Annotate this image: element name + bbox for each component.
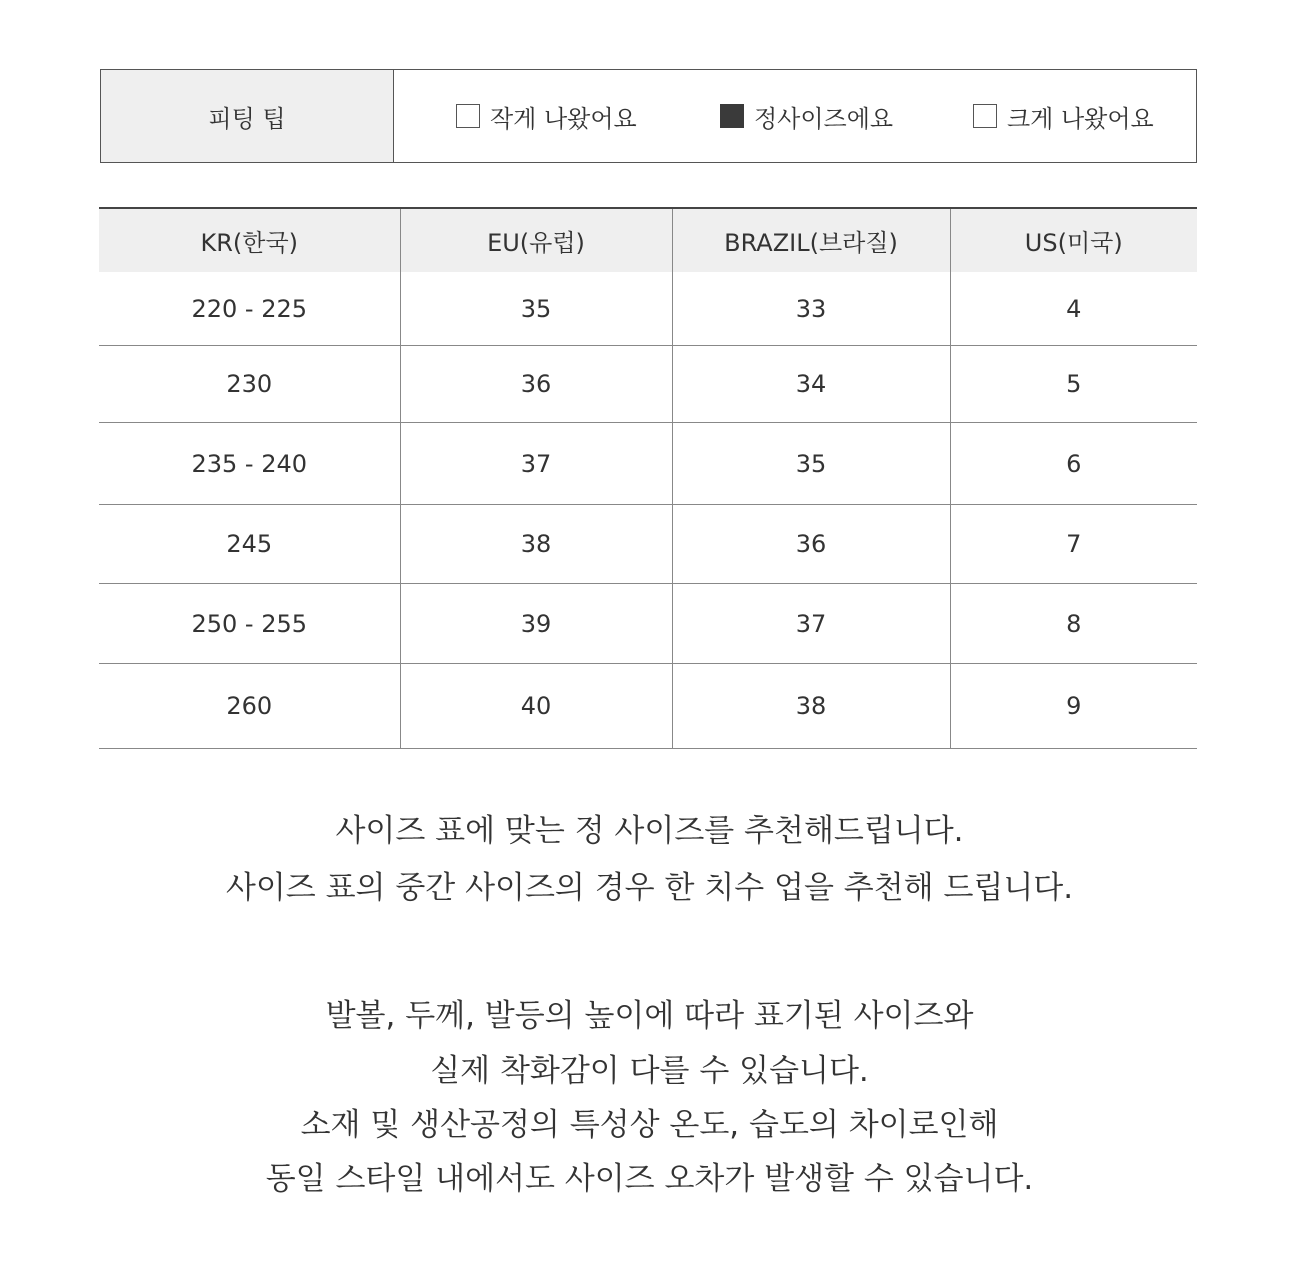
cell-kr: 230 bbox=[99, 346, 400, 423]
cell-us: 7 bbox=[950, 505, 1197, 584]
cell-brazil: 35 bbox=[672, 423, 950, 505]
cell-eu: 40 bbox=[400, 664, 672, 749]
fit-option-large bbox=[973, 70, 1154, 162]
cell-brazil: 34 bbox=[672, 346, 950, 423]
table-row bbox=[99, 664, 1197, 749]
cell-kr: 235 - 240 bbox=[99, 423, 400, 505]
cell-eu: 39 bbox=[400, 584, 672, 664]
checkbox-empty-icon bbox=[973, 104, 997, 128]
cell-eu: 38 bbox=[400, 505, 672, 584]
note-line-4: 실제 착화감이 다를 수 있습니다. bbox=[430, 1053, 869, 1089]
fit-option-true-to-size bbox=[720, 70, 893, 162]
note-line-5: 소재 및 생산공정의 특성상 온도, 습도의 차이로인해 bbox=[300, 1107, 999, 1143]
cell-brazil: 36 bbox=[672, 505, 950, 584]
table-row bbox=[99, 272, 1197, 346]
cell-eu: 36 bbox=[400, 346, 672, 423]
fit-option-large-label: 크게 나왔어요 bbox=[1007, 104, 1154, 133]
cell-kr: 245 bbox=[99, 505, 400, 584]
note-line-6: 동일 스타일 내에서도 사이즈 오차가 발생할 수 있습니다. bbox=[265, 1161, 1034, 1197]
cell-eu: 37 bbox=[400, 423, 672, 505]
table-row bbox=[99, 423, 1197, 505]
note-line-3: 발볼, 두께, 발등의 높이에 따라 표기된 사이즈와 bbox=[325, 998, 974, 1034]
table-header-row bbox=[99, 208, 1197, 272]
fitting-tip-label: 피팅 팁 bbox=[101, 70, 394, 162]
cell-brazil: 37 bbox=[672, 584, 950, 664]
cell-us: 6 bbox=[950, 423, 1197, 505]
header-eu: EU(유럽) bbox=[400, 208, 672, 272]
note-line-2: 사이즈 표의 중간 사이즈의 경우 한 치수 업을 추천해 드립니다. bbox=[225, 870, 1074, 906]
cell-us: 4 bbox=[950, 272, 1197, 346]
header-brazil: BRAZIL(브라질) bbox=[672, 208, 950, 272]
fitting-tip-box bbox=[100, 69, 1197, 163]
fit-option-true-to-size-label: 정사이즈에요 bbox=[754, 104, 894, 133]
table-row bbox=[99, 505, 1197, 584]
cell-brazil: 33 bbox=[672, 272, 950, 346]
cell-kr: 250 - 255 bbox=[99, 584, 400, 664]
checkbox-checked-icon bbox=[720, 104, 744, 128]
table-row bbox=[99, 346, 1197, 423]
cell-eu: 35 bbox=[400, 272, 672, 346]
cell-us: 9 bbox=[950, 664, 1197, 749]
cell-kr: 220 - 225 bbox=[99, 272, 400, 346]
cell-us: 5 bbox=[950, 346, 1197, 423]
cell-brazil: 38 bbox=[672, 664, 950, 749]
note-line-1: 사이즈 표에 맞는 정 사이즈를 추천해드립니다. bbox=[335, 813, 964, 849]
header-kr: KR(한국) bbox=[99, 208, 400, 272]
size-conversion-table bbox=[99, 207, 1197, 749]
checkbox-empty-icon bbox=[456, 104, 480, 128]
header-us: US(미국) bbox=[950, 208, 1197, 272]
fit-option-small-label: 작게 나왔어요 bbox=[490, 104, 637, 133]
fitting-tip-options bbox=[394, 70, 1196, 162]
cell-us: 8 bbox=[950, 584, 1197, 664]
table-row bbox=[99, 584, 1197, 664]
fit-option-small bbox=[456, 70, 637, 162]
cell-kr: 260 bbox=[99, 664, 400, 749]
